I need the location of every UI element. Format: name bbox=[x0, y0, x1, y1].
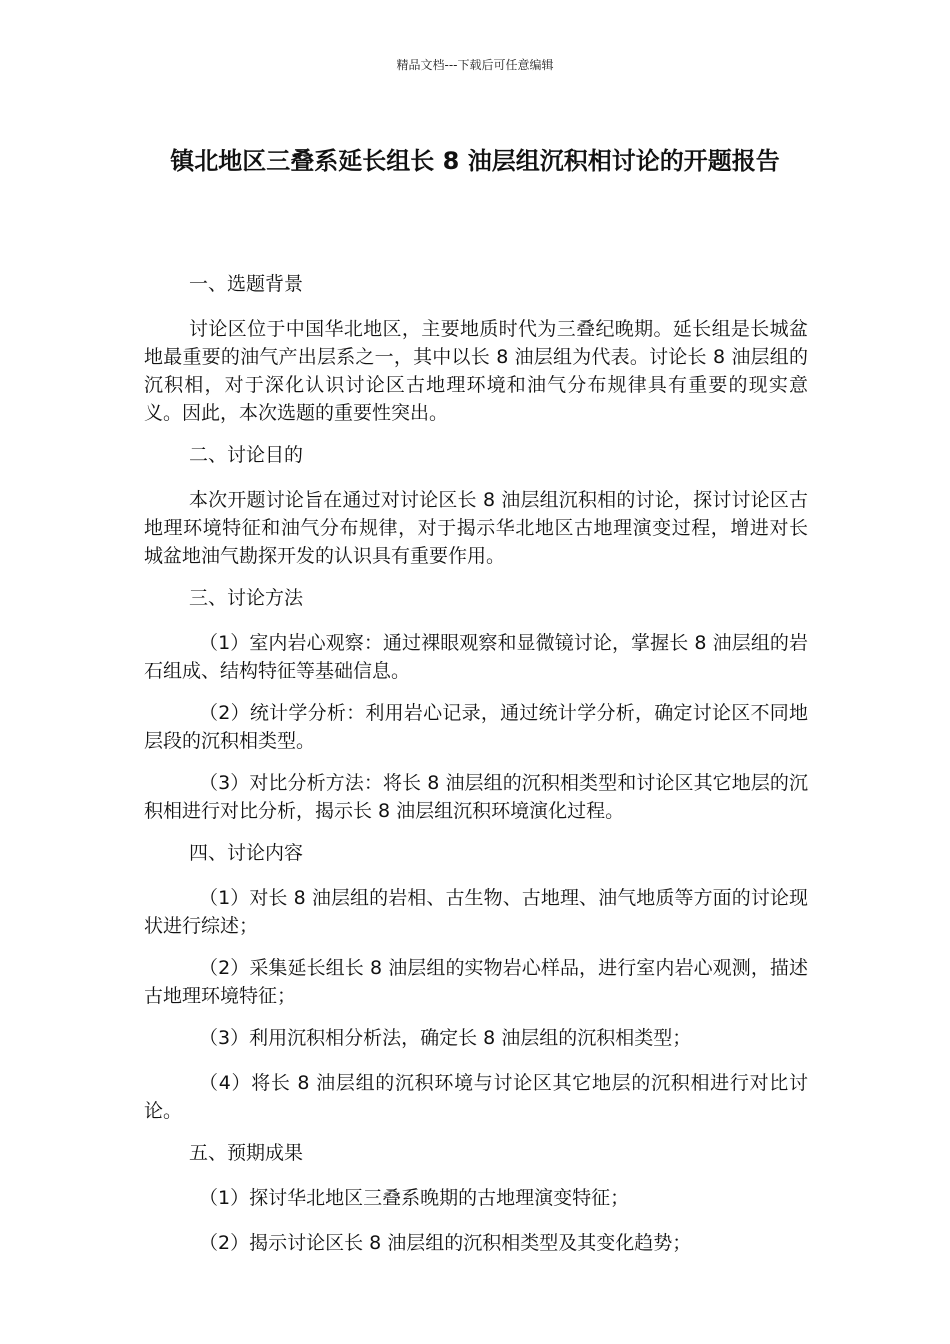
list-item: （2）揭示讨论区长 8 油层组的沉积相类型及其变化趋势； bbox=[199, 1232, 692, 1254]
document-body bbox=[144, 270, 808, 1274]
section-heading: 一、选题背景 bbox=[189, 273, 304, 295]
list-item: （1）室内岩心观察：通过裸眼观察和显微镜讨论，掌握长 8 油层组的岩石组成、结构特征等基础信息。 bbox=[144, 632, 808, 682]
list-item: （1）探讨华北地区三叠系晚期的古地理演变特征； bbox=[199, 1187, 630, 1209]
section-heading: 五、预期成果 bbox=[189, 1142, 304, 1164]
list-item: （2）采集延长组长 8 油层组的实物岩心样品，进行室内岩心观测，描述古地理环境特征； bbox=[144, 957, 808, 1007]
list-item: （1）对长 8 油层组的岩相、古生物、古地理、油气地质等方面的讨论现状进行综述； bbox=[144, 887, 808, 937]
section-paragraph: 本次开题讨论旨在通过对讨论区长 8 油层组沉积相的讨论，探讨讨论区古地理环境特征和油气分布规律，对于揭示华北地区古地理演变过程，增进对长城盆地油气勘探开发的认识具有重要作用。 bbox=[144, 489, 808, 567]
section-heading: 四、讨论内容 bbox=[189, 842, 304, 864]
list-item: （4）将长 8 油层组的沉积环境与讨论区其它地层的沉积相进行对比讨论。 bbox=[144, 1072, 808, 1122]
list-item: （3）对比分析方法：将长 8 油层组的沉积相类型和讨论区其它地层的沉积相进行对比分析，揭示长 8 油层组沉积环境演化过程。 bbox=[144, 772, 808, 822]
section-paragraph: 讨论区位于中国华北地区，主要地质时代为三叠纪晚期。延长组是长城盆地最重要的油气产出层系之一，其中以长 8 油层组为代表。讨论长 8 油层组的沉积相，对于深化认识讨论区古地理环境和油气分布规律具有重要的现实意义。因此，本次选题的重要性突出。 bbox=[144, 318, 808, 424]
list-item: （2）统计学分析：利用岩心记录，通过统计学分析，确定讨论区不同地层段的沉积相类型。 bbox=[144, 702, 808, 752]
document-title: 镇北地区三叠系延长组长 8 油层组沉积相讨论的开题报告 bbox=[170, 147, 780, 175]
section-heading: 二、讨论目的 bbox=[189, 444, 304, 466]
section-heading: 三、讨论方法 bbox=[189, 587, 304, 609]
page-header: 精品文档---下载后可任意编辑 bbox=[396, 58, 554, 72]
list-item: （3）利用沉积相分析法，确定长 8 油层组的沉积相类型； bbox=[199, 1027, 692, 1049]
